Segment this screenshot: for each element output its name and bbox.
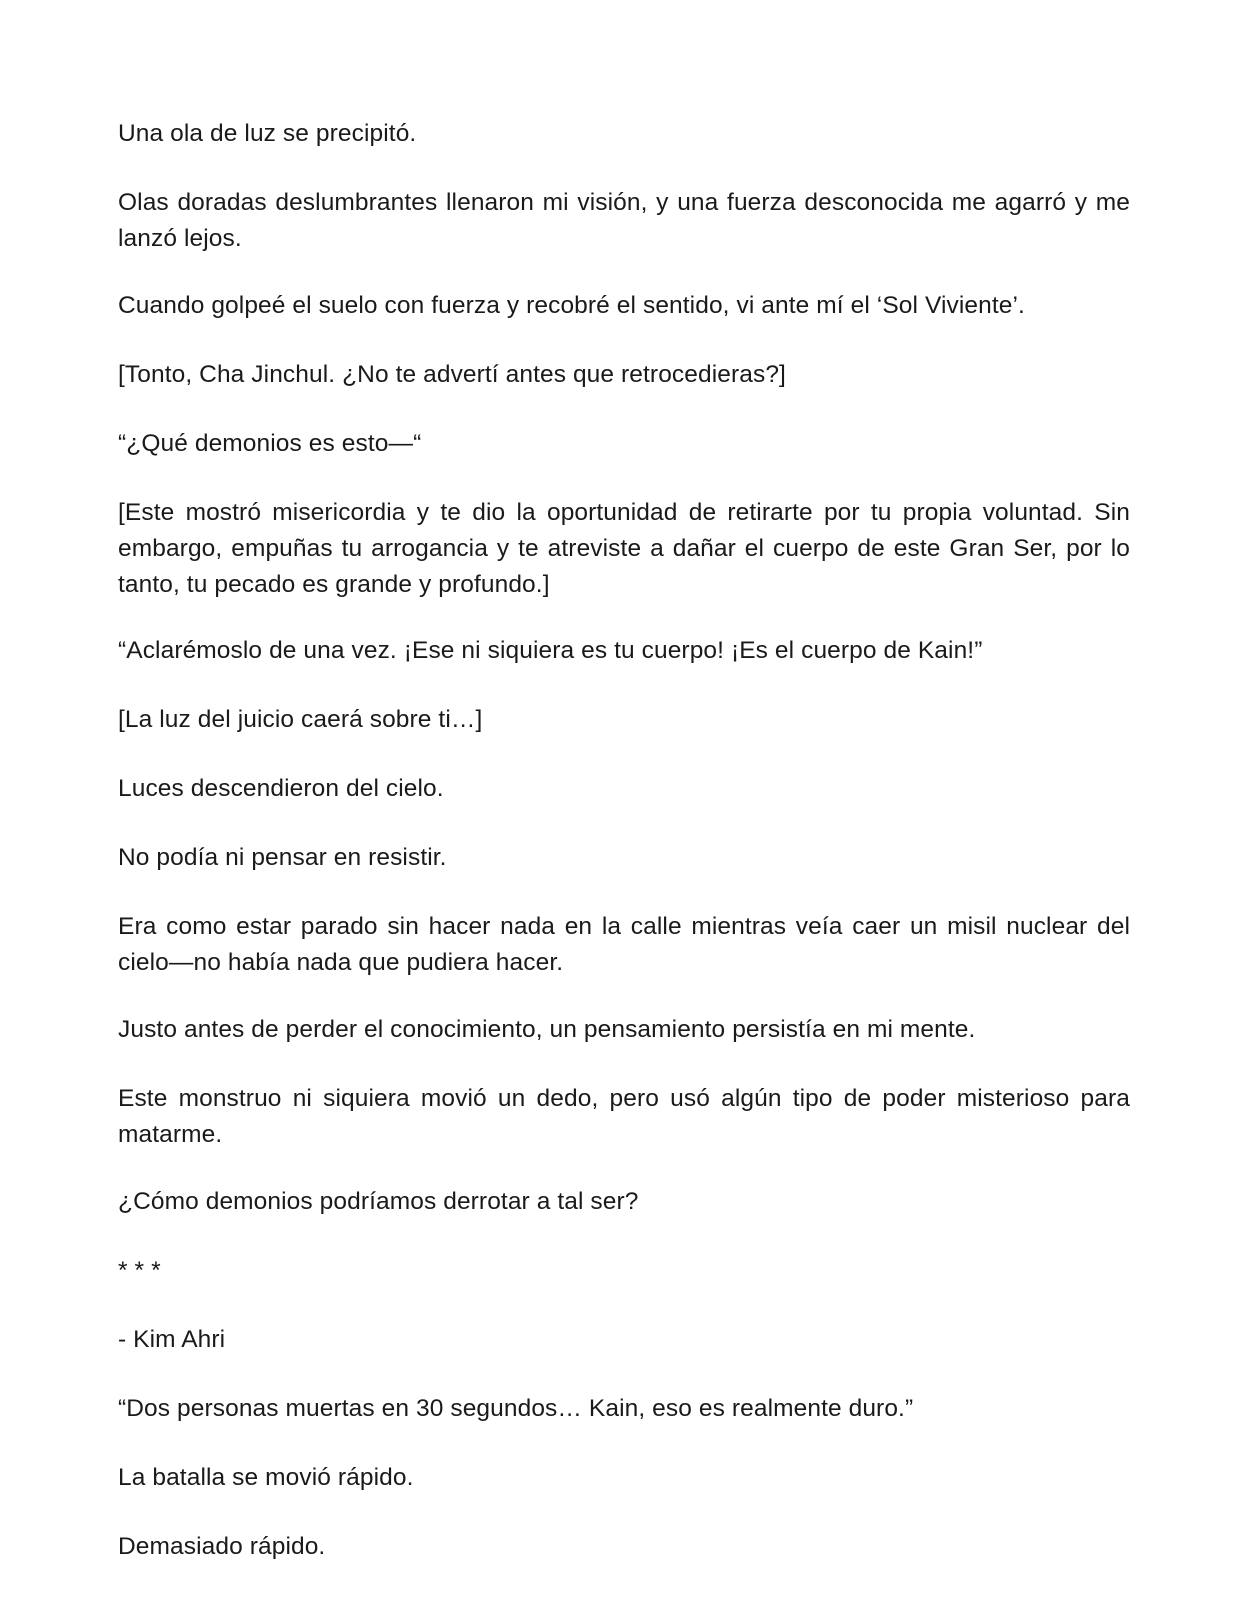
paragraph-11: Era como estar parado sin hacer nada en la calle mientras veía caer un misil nuclear del cielo—no había nada que pudiera hacer. <box>118 913 1130 976</box>
paragraph-18: La batalla se movió rápido. <box>118 1464 414 1491</box>
paragraph-5: “¿Qué demonios es esto—“ <box>118 430 422 457</box>
paragraph-6: [Este mostró misericordia y te dio la oportunidad de retirarte por tu propia voluntad. Sin embargo, empuñas tu arrogancia y te atreviste a dañar el cuerpo de este Gran Ser, por lo tanto, tu pecado es grande y profundo.] <box>118 499 1130 598</box>
paragraph-12: Justo antes de perder el conocimiento, un pensamiento persistía en mi mente. <box>118 1016 976 1043</box>
paragraph-7: “Aclarémoslo de una vez. ¡Ese ni siquiera es tu cuerpo! ¡Es el cuerpo de Kain!” <box>118 637 983 664</box>
paragraph-4: [Tonto, Cha Jinchul. ¿No te advertí antes que retrocedieras?] <box>118 361 786 388</box>
paragraph-14: ¿Cómo demonios podríamos derrotar a tal ser? <box>118 1188 639 1215</box>
paragraph-17: “Dos personas muertas en 30 segundos… Kain, eso es realmente duro.” <box>118 1395 914 1422</box>
paragraph-3: Cuando golpeé el suelo con fuerza y recobré el sentido, vi ante mí el ‘Sol Viviente’. <box>118 292 1025 319</box>
paragraph-19: Demasiado rápido. <box>118 1533 326 1560</box>
paragraph-8: [La luz del juicio caerá sobre ti…] <box>118 706 483 733</box>
pov-heading: - Kim Ahri <box>118 1326 226 1353</box>
paragraph-9: Luces descendieron del cielo. <box>118 775 444 802</box>
paragraph-2: Olas doradas deslumbrantes llenaron mi visión, y una fuerza desconocida me agarró y me lanzó lejos. <box>118 189 1130 252</box>
paragraph-10: No podía ni pensar en resistir. <box>118 844 447 871</box>
scene-break: * * * <box>118 1257 161 1284</box>
paragraph-1: Una ola de luz se precipitó. <box>118 120 417 147</box>
paragraph-13: Este monstruo ni siquiera movió un dedo, pero usó algún tipo de poder misterioso para matarme. <box>118 1085 1130 1148</box>
